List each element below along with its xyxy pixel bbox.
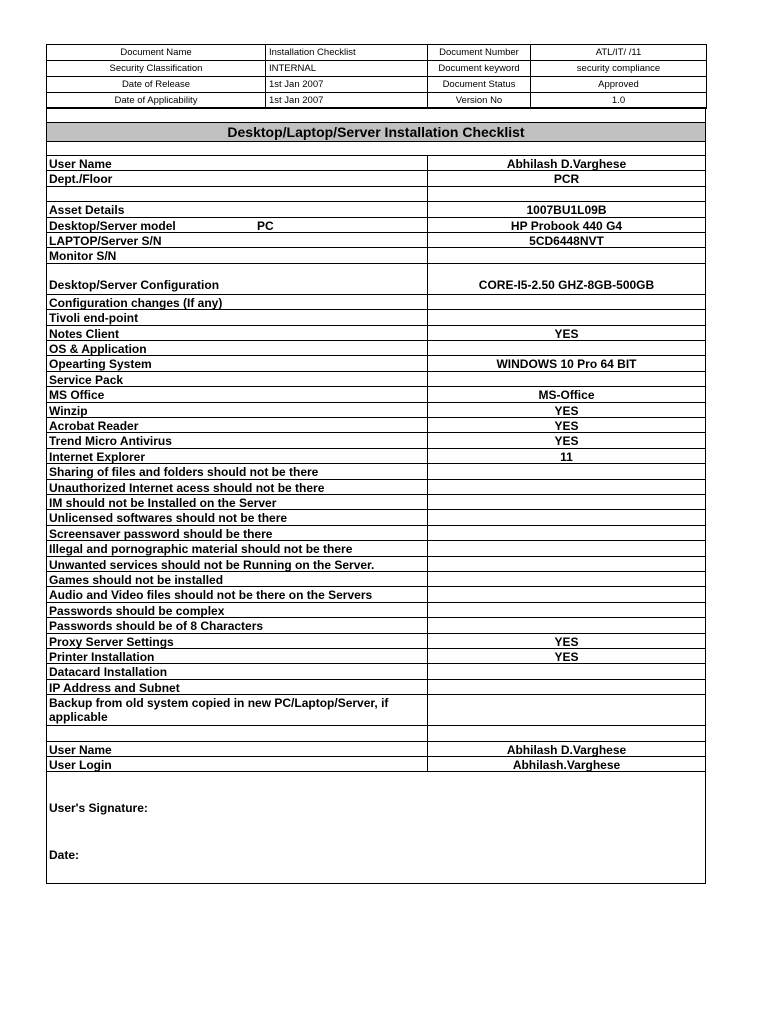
- checklist-row: [47, 155, 705, 170]
- checklist-item-label: [49, 187, 425, 201]
- checklist-item-label: Desktop/Server model: [49, 218, 176, 232]
- checklist-row: [47, 309, 705, 324]
- checklist-item-label: MS Office: [49, 388, 105, 402]
- checklist-item-value: 1007BU1L09B: [427, 202, 705, 216]
- checklist-item-label: Unauthorized Internet acess should not be there: [49, 480, 325, 494]
- checklist-row: [47, 633, 705, 648]
- checklist-item-label: Screensaver password should be there: [49, 526, 273, 541]
- checklist-row: [47, 448, 705, 463]
- checklist-row: [47, 386, 705, 401]
- checklist-row: [47, 694, 705, 725]
- checklist-item-label: Sharing of files and folders should not be there: [49, 465, 319, 479]
- checklist-item-label: Notes Client: [49, 326, 120, 340]
- checklist-item-label: Backup from old system copied in new PC/Laptop/Server, if applicable: [49, 696, 389, 725]
- meta-row: [47, 45, 707, 61]
- checklist-row: [47, 509, 705, 524]
- meta-key: Document Name: [47, 45, 266, 61]
- meta-key: Document Number: [428, 45, 531, 61]
- checklist-item-label: Trend Micro Antivirus: [49, 434, 172, 448]
- checklist-item-label: User Login: [49, 758, 112, 772]
- checklist-row: [47, 201, 705, 216]
- checklist-item-value: [427, 510, 705, 524]
- checklist-item-value: YES: [427, 634, 705, 648]
- checklist-row: [47, 741, 705, 756]
- checklist-item-label: Acrobat Reader: [49, 419, 139, 433]
- checklist-item-value: 11: [427, 449, 705, 463]
- checklist-item-label: Passwords should be of 8 Characters: [49, 619, 264, 633]
- checklist-row: [47, 232, 705, 247]
- meta-key: Security Classification: [47, 61, 266, 77]
- checklist-item-value: Abhilash D.Varghese: [427, 742, 705, 756]
- checklist-body: [46, 107, 706, 884]
- checklist-item-value: [427, 310, 705, 324]
- meta-key: Document keyword: [428, 61, 531, 77]
- checklist-item-label: Proxy Server Settings: [49, 634, 174, 648]
- checklist-item-value: [427, 695, 705, 725]
- checklist-item-value: CORE-I5-2.50 GHZ-8GB-500GB: [427, 264, 705, 294]
- checklist-item-label: Tivoli end-point: [49, 311, 139, 325]
- spacer-row: [47, 141, 705, 155]
- checklist-row: [47, 756, 705, 771]
- checklist-row: [47, 371, 705, 386]
- user-signature-label: User's Signature:: [49, 801, 148, 816]
- checklist-row: [47, 586, 705, 601]
- checklist-item-value: MS-Office: [427, 387, 705, 401]
- checklist-row: [47, 217, 705, 232]
- checklist-item-label: Printer Installation: [49, 650, 155, 664]
- checklist-row: [47, 602, 705, 617]
- meta-value: 1st Jan 2007: [266, 93, 428, 109]
- checklist-item-label: LAPTOP/Server S/N: [49, 234, 162, 248]
- checklist-item-value: Abhilash.Varghese: [427, 757, 705, 771]
- checklist-item-value: [427, 587, 705, 601]
- checklist-item-value: YES: [427, 418, 705, 432]
- date-label: Date:: [49, 848, 80, 863]
- checklist-item-label: Service Pack: [49, 372, 124, 387]
- checklist-item-value: WINDOWS 10 Pro 64 BIT: [427, 356, 705, 370]
- checklist-item-label: Monitor S/N: [49, 249, 117, 263]
- checklist-item-label: OS & Application: [49, 342, 147, 356]
- checklist-item-label: User Name: [49, 742, 112, 756]
- checklist-row: [47, 556, 705, 571]
- meta-key: Date of Release: [47, 77, 266, 93]
- checklist-item-value: YES: [427, 433, 705, 447]
- checklist-row: [47, 402, 705, 417]
- checklist-row: [47, 540, 705, 555]
- spacer-row: [47, 107, 705, 122]
- checklist-item-value: [427, 557, 705, 571]
- checklist-item-label: Asset Details: [49, 203, 125, 217]
- meta-value: Installation Checklist: [266, 45, 428, 61]
- checklist-item-label: Unlicensed softwares should not be there: [49, 511, 288, 525]
- checklist-item-label: IM should not be Installed on the Server: [49, 496, 277, 510]
- checklist-row: [47, 648, 705, 663]
- meta-key: Date of Applicability: [47, 93, 266, 109]
- checklist-item-value: [427, 618, 705, 632]
- checklist-row: [47, 463, 705, 478]
- meta-value: Approved: [531, 77, 707, 93]
- checklist-item-value: [427, 495, 705, 509]
- checklist-row: [47, 186, 705, 201]
- checklist-row: [47, 525, 705, 540]
- checklist-title: Desktop/Laptop/Server Installation Checklist: [227, 124, 525, 140]
- checklist-item-label: [49, 726, 425, 740]
- checklist-row: [47, 432, 705, 447]
- checklist-item-type: PC: [257, 218, 274, 233]
- document-meta-table: [46, 44, 707, 109]
- signature-block: [47, 771, 705, 884]
- checklist-row: [47, 617, 705, 632]
- checklist-item-value: [427, 680, 705, 694]
- checklist-item-label: Opearting System: [49, 357, 152, 371]
- checklist-item-value: YES: [427, 403, 705, 417]
- checklist-item-value: [427, 526, 705, 540]
- checklist-row: [47, 663, 705, 678]
- checklist-item-value: YES: [427, 649, 705, 663]
- checklist-item-value: [427, 480, 705, 494]
- checklist-row: [47, 571, 705, 586]
- checklist-item-value: [427, 726, 705, 740]
- checklist-item-value: [427, 572, 705, 586]
- checklist-item-value: 5CD6448NVT: [427, 233, 705, 247]
- checklist-row: [47, 679, 705, 694]
- checklist-row: [47, 294, 705, 309]
- checklist-item-label: Dept./Floor: [49, 172, 113, 186]
- checklist-row: [47, 263, 705, 294]
- checklist-row: [47, 355, 705, 370]
- checklist-item-value: YES: [427, 326, 705, 340]
- checklist-item-value: [427, 603, 705, 617]
- checklist-item-label: Passwords should be complex: [49, 603, 225, 618]
- meta-row: [47, 77, 707, 93]
- checklist-row: [47, 325, 705, 340]
- checklist-item-value: [427, 541, 705, 555]
- meta-key: Version No: [428, 93, 531, 109]
- checklist-row: [47, 340, 705, 355]
- checklist-row: [47, 247, 705, 262]
- meta-value: 1st Jan 2007: [266, 77, 428, 93]
- meta-value: 1.0: [531, 93, 707, 109]
- checklist-item-label: Winzip: [49, 403, 88, 417]
- checklist-item-value: HP Probook 440 G4: [427, 218, 705, 232]
- checklist-item-label: Illegal and pornographic material should not be there: [49, 542, 353, 556]
- checklist-item-label: IP Address and Subnet: [49, 680, 180, 695]
- checklist-item-label: Internet Explorer: [49, 449, 146, 464]
- checklist-item-label: Games should not be installed: [49, 573, 224, 587]
- checklist-item-label: Audio and Video files should not be there on the Servers: [49, 588, 373, 602]
- checklist-item-label: Desktop/Server Configuration: [49, 277, 220, 292]
- checklist-item-value: [427, 248, 705, 262]
- meta-row: [47, 61, 707, 77]
- checklist-row: [47, 479, 705, 494]
- meta-key: Document Status: [428, 77, 531, 93]
- checklist-item-value: [427, 664, 705, 678]
- checklist-item-value: [427, 187, 705, 201]
- checklist-row: [47, 417, 705, 432]
- checklist-item-value: [427, 372, 705, 386]
- checklist-item-value: [427, 464, 705, 478]
- checklist-item-label: Datacard Installation: [49, 665, 168, 679]
- checklist-item-value: PCR: [427, 171, 705, 185]
- checklist-item-label: User Name: [49, 157, 112, 171]
- checklist-item-value: [427, 341, 705, 355]
- meta-value: security compliance: [531, 61, 707, 77]
- checklist-row: [47, 170, 705, 185]
- checklist-row: [47, 725, 705, 740]
- checklist-item-label: Configuration changes (If any): [49, 295, 223, 310]
- checklist-item-value: Abhilash D.Varghese: [427, 156, 705, 170]
- checklist-item-label: Unwanted services should not be Running on the Server.: [49, 557, 375, 571]
- meta-value: INTERNAL: [266, 61, 428, 77]
- meta-value: ATL/IT/ /11: [531, 45, 707, 61]
- checklist-item-value: [427, 295, 705, 309]
- checklist-title-row: [47, 122, 705, 141]
- checklist-row: [47, 494, 705, 509]
